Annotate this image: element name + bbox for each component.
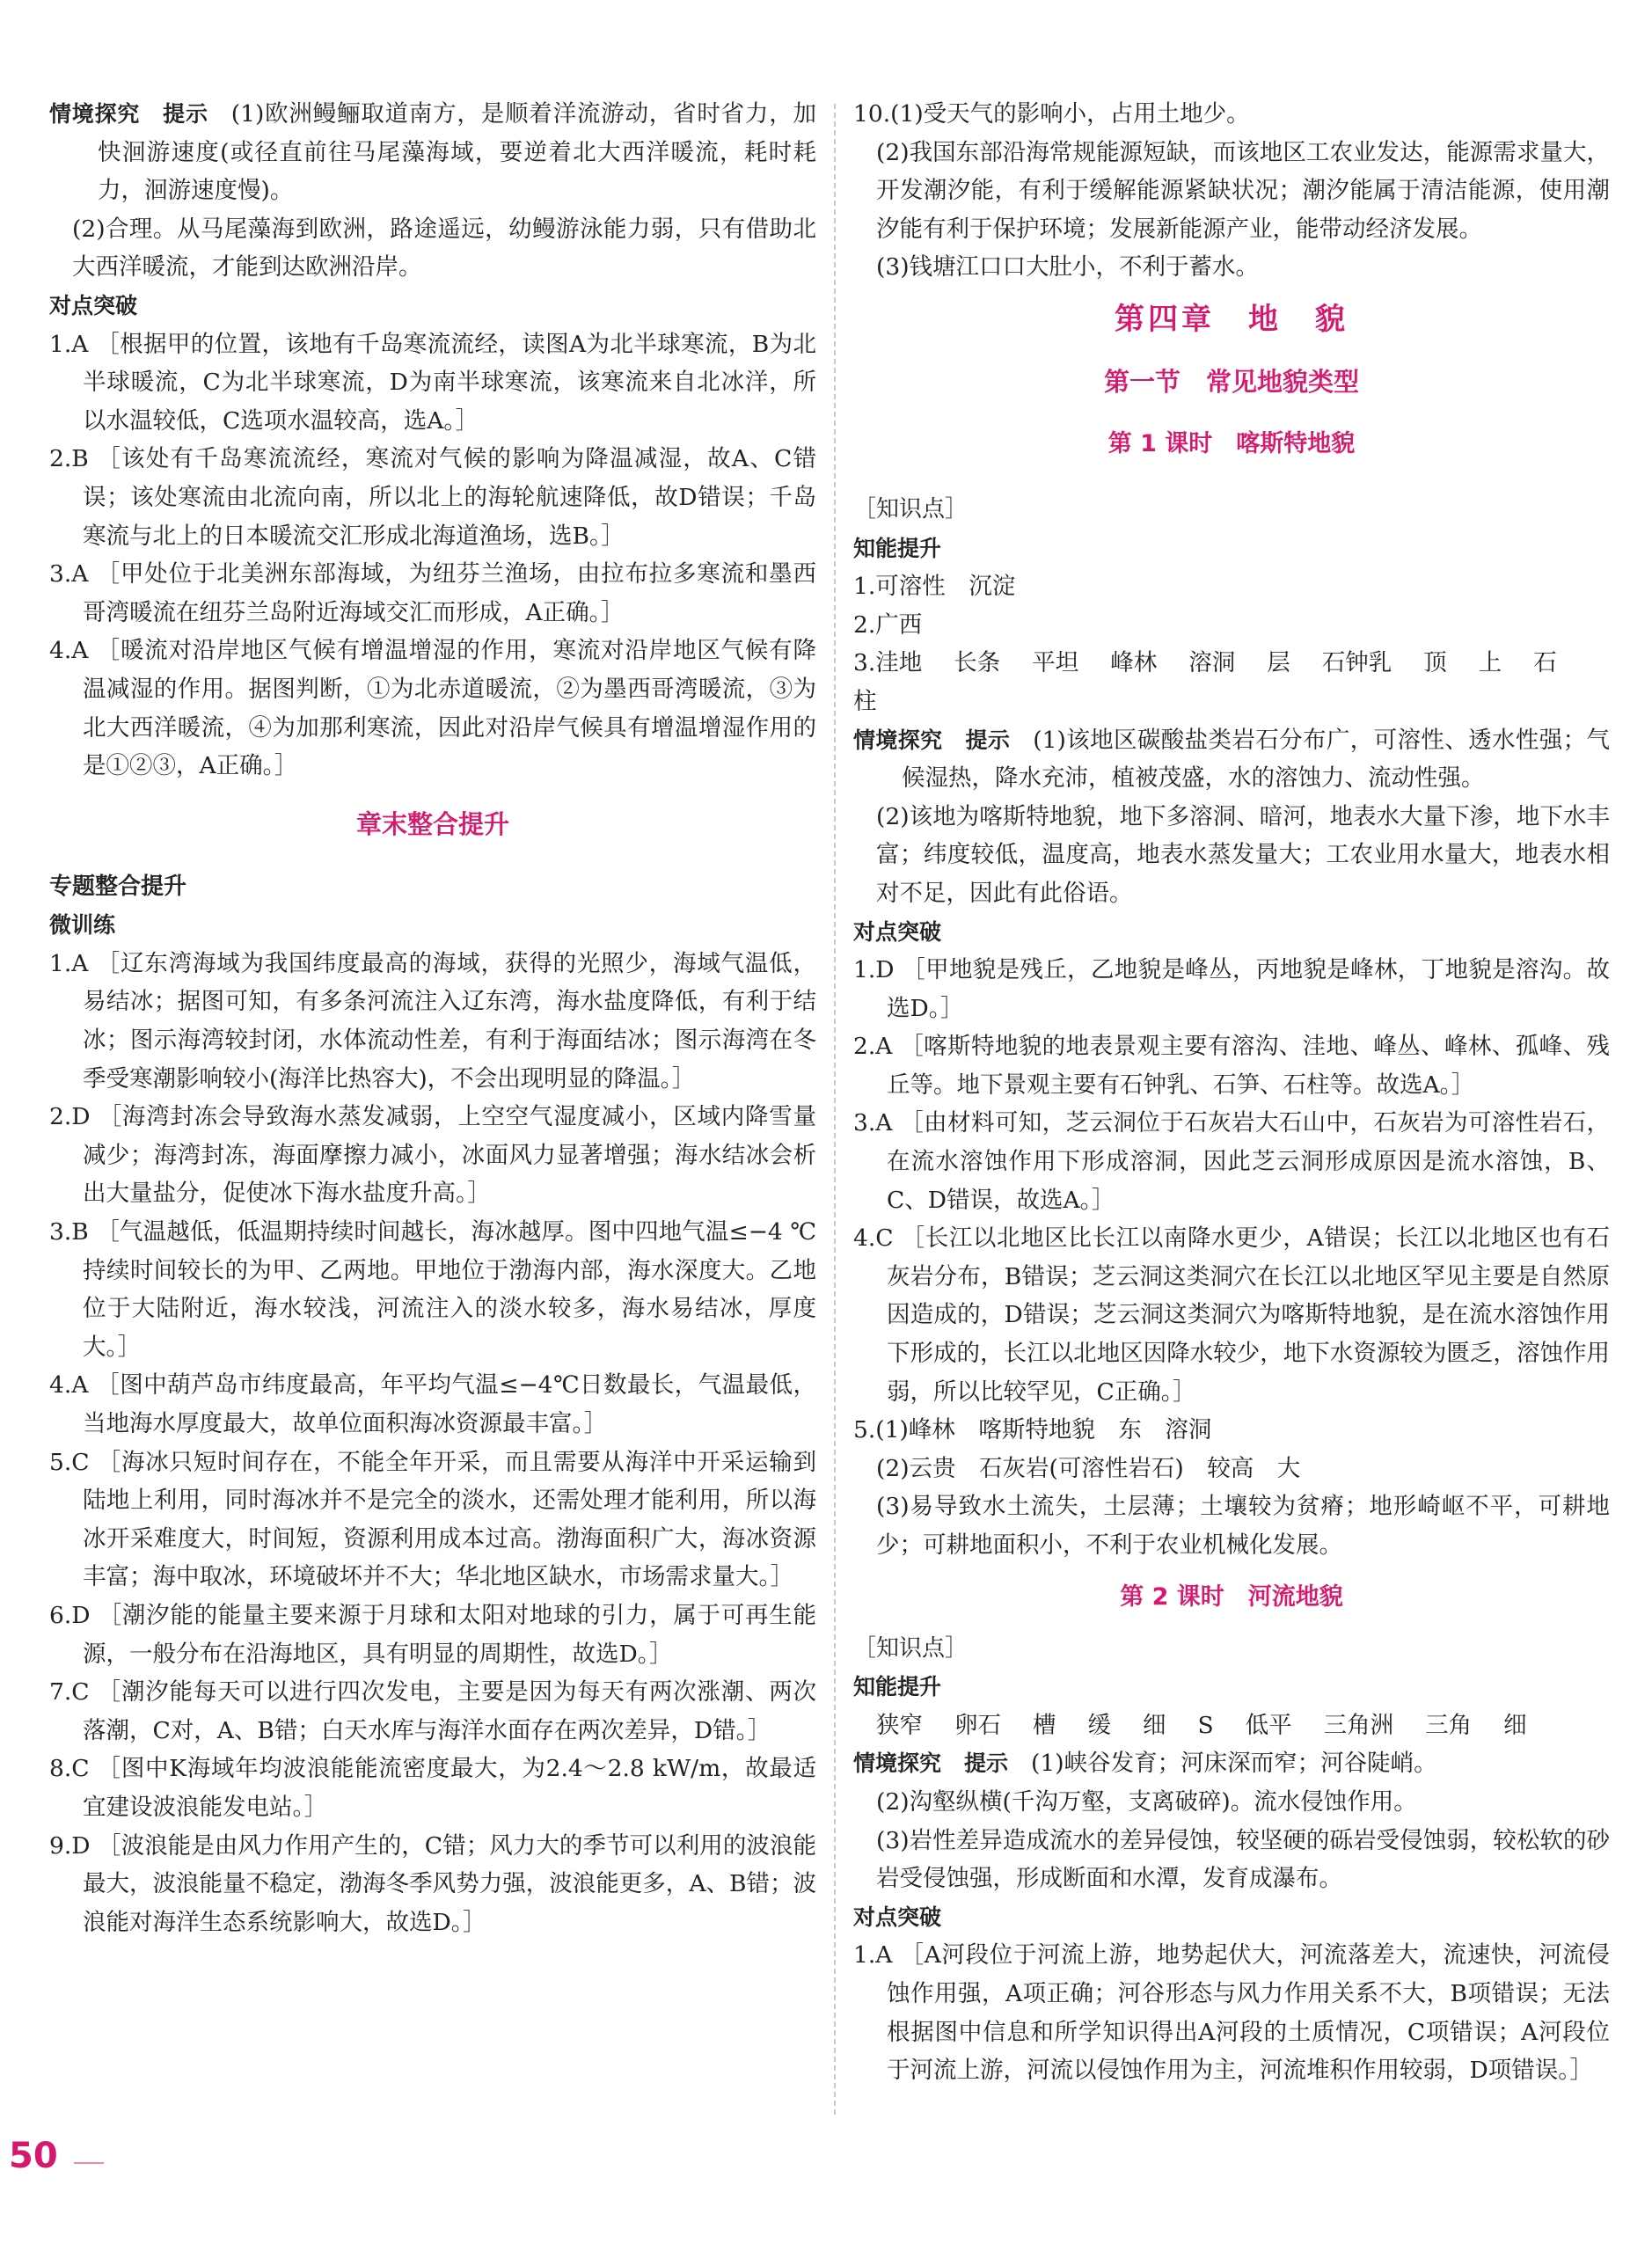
q10-answer-2: (2)我国东部沿海常规能源短缺，而该地区工农业发达，能源需求量大，开发潮汐能，有利于缓解能源紧缺状况；潮汐能属于清洁能源，使用潮汐能有利于保护环境；发展新能源产业，能带动经济发展。	[876, 138, 1610, 243]
keyword: 平坦	[1032, 649, 1079, 677]
micro-training-title: 微训练	[49, 912, 116, 939]
answer-item: 3.B ［气温越低，低温期持续时间越长，海冰越厚。图中四地气温≤−4 ℃持续时间较长的为甲、乙两地。甲地位于渤海内部，海水深度大。乙地位于大陆附近，海水较浅，河流注入的淡水较多，海水易结冰，厚度大。］	[49, 1218, 816, 1361]
keyword: 细	[1143, 1711, 1166, 1739]
context-answer-1: (1)欧洲鳗鲡取道南方，是顺着洋流游动，省时省力，加快洄游速度(或径直前往马尾藻海域，要逆着北大西洋暖流，耗时耗力，洄游速度慢)。	[98, 100, 816, 205]
keyword: 细	[1503, 1711, 1527, 1739]
answer-item: 4.C ［长江以北地区比长江以南降水更少，A错误；长江以北地区也有石灰岩分布，B错误；芝云洞这类洞穴在长江以北地区罕见主要是自然原因造成的，D错误；芝云洞这类洞穴为喀斯特地貌，是在流水溶蚀作用下形成的，长江以北地区因降水较少，地下水资源较为匮乏，溶蚀作用弱，所以比较罕见，C正确。］	[853, 1224, 1610, 1406]
skill-improve-title: 知能提升	[853, 1674, 942, 1700]
lesson1-knowledge-2: 2.广西	[853, 610, 923, 639]
keyword: 狭窄	[876, 1711, 923, 1739]
answer-item: 7.C ［潮汐能每天可以进行四次发电，主要是因为每天有两次涨潮、两次落潮，C对，A、B错；白天水库与海洋水面存在两次差异，D错。］	[49, 1678, 816, 1744]
keyword: 三角	[1425, 1711, 1473, 1739]
answer-item: 3.A ［由材料可知，芝云洞位于石灰岩大石山中，石灰岩为可溶性岩石，在流水溶蚀作用下形成溶洞，因此芝云洞形成原因是流水溶蚀，B、C、D错误，故选A。］	[853, 1109, 1610, 1214]
lesson2-knowledge	[853, 1707, 1610, 1745]
keyword: 上	[1478, 649, 1502, 677]
keyword: 3.洼地	[853, 649, 923, 677]
lesson1-q5-2: (2)云贵 石灰岩(可溶性岩石) 较高 大	[876, 1454, 1301, 1482]
knowledge-point-label: ［知识点］	[853, 495, 969, 523]
lesson1-knowledge-1: 1.可溶性 沉淀	[853, 573, 1016, 601]
keyword: 层	[1267, 649, 1290, 677]
hint-label: 提示	[964, 1750, 1009, 1777]
chapter-summary-title: 章末整合提升	[355, 808, 509, 839]
skill-improve-title: 知能提升	[853, 535, 942, 561]
keyword: 溶洞	[1188, 649, 1236, 677]
answer-item: 6.D ［潮汐能的能量主要来源于月球和太阳对地球的引力，属于可再生能源，一般分布在沿海地区，具有明显的周期性，故选D。］	[49, 1601, 816, 1668]
answer-item: 1.A ［根据甲的位置，该地有千岛寒流流经，读图A为北半球寒流，B为北半球暖流，C为北半球寒流，D为南半球寒流，该寒流来自北冰洋，所以水温较低，C选项水温较高，选A。］	[49, 330, 816, 435]
answer-item: 3.A ［甲处位于北美洲东部海域，为纽芬兰渔场，由拉布拉多寒流和墨西哥湾暖流在纽芬兰岛附近海域交汇而形成，A正确。］	[49, 560, 816, 626]
keyword: 缓	[1087, 1711, 1111, 1739]
lesson-1-title: 第 1 课时 喀斯特地貌	[1107, 429, 1356, 457]
targeted-practice-title: 对点突破	[853, 918, 942, 945]
lesson2-context-2: (2)沟壑纵横(千沟万壑，支离破碎)。流水侵蚀作用。	[876, 1787, 1417, 1816]
targeted-practice-title: 对点突破	[853, 1904, 942, 1930]
lesson1-q5-3: (3)易导致水土流失，土层薄；土壤较为贫瘠；地形崎岖不平，可耕地少；可耕地面积小，不利于农业机械化发展。	[876, 1493, 1610, 1559]
keyword: 石柱	[853, 649, 1557, 715]
context-explore-label: 情境探究	[853, 727, 943, 753]
context-explore-block	[49, 95, 816, 210]
lesson1-context-block	[853, 721, 1610, 798]
q10-answer-1: 10.(1)受天气的影响小，占用土地少。	[853, 100, 1250, 128]
keyword: 三角洲	[1323, 1711, 1394, 1739]
lesson2-context-1: (1)峡谷发育；河床深而窄；河谷陡峭。	[1031, 1750, 1437, 1778]
lesson1-context-2: (2)该地为喀斯特地貌，地下多溶洞、暗河，地表水大量下渗，地下水丰富；纬度较低，温度高，地表水蒸发量大；工农业用水量大，地表水相对不足，因此有此俗语。	[876, 802, 1610, 907]
column-divider	[834, 104, 836, 2115]
lesson-2-title: 第 2 课时 河流地貌	[1120, 1582, 1343, 1611]
answer-item: 1.A ［A河段位于河流上游，地势起伏大，河流落差大，流速快，河流侵蚀作用强，A项正确；河谷形态与风力作用关系不大，B项错误；无法根据图中信息和所学知识得出A河段的土质情况，C项错误；A河段位于河流上游，河流以侵蚀作用为主，河流堆积作用较弱，D项错误。］	[853, 1941, 1610, 2085]
answer-item: 4.A ［暖流对沿岸地区气候有增温增湿的作用，寒流对沿岸地区气候有降温减湿的作用。据图判断，①为北赤道暖流，②为墨西哥湾暖流，③为北大西洋暖流，④为加那利寒流，因此对沿岸气候具有增温增湿作用的是①②③，A正确。］	[49, 637, 816, 780]
lesson1-q5-1: 5.(1)峰林 喀斯特地貌 东 溶洞	[853, 1416, 1212, 1444]
context-explore-label: 情境探究	[853, 1750, 942, 1777]
hint-label: 提示	[163, 101, 208, 127]
keyword: 石钟乳	[1321, 649, 1393, 677]
keyword: 低平	[1245, 1711, 1292, 1739]
lesson1-knowledge-3	[853, 644, 1610, 720]
keyword: S	[1197, 1711, 1214, 1739]
answer-item: 1.A ［辽东湾海域为我国纬度最高的海域，获得的光照少，海域气温低，易结冰；据图可知，有多条河流注入辽东湾，海水盐度降低，有利于结冰；图示海湾较封闭，水体流动性差，有利于海面结冰；图示海湾在冬季受寒潮影响较小(海洋比热容大)，不会出现明显的降温。］	[49, 949, 816, 1093]
keyword: 峰林	[1110, 649, 1158, 677]
page-number: 50	[9, 2136, 58, 2176]
lesson2-context-3: (3)岩性差异造成流水的差异侵蚀，较坚硬的砾岩受侵蚀弱，较松软的砂岩受侵蚀强，形成断面和水潭，发育成瀑布。	[876, 1826, 1610, 1893]
knowledge-point-label: ［知识点］	[853, 1634, 969, 1662]
keyword: 槽	[1033, 1711, 1056, 1739]
answer-item: 9.D ［波浪能是由风力作用产生的，C错；风力大的季节可以利用的波浪能最大，波浪能量不稳定，渤海冬季风势力强，波浪能更多，A、B错；波浪能对海洋生态系统影响大，故选D。］	[49, 1831, 816, 1936]
keyword: 长条	[954, 649, 1001, 677]
answer-item: 1.D ［甲地貌是残丘，乙地貌是峰丛，丙地貌是峰林，丁地貌是溶沟。故选D。］	[853, 956, 1610, 1022]
lesson1-context-1: (1)该地区碳酸盐类岩石分布广，可溶性、透水性强；气候湿热，降水充沛，植被茂盛，水的溶蚀力、流动性强。	[902, 726, 1610, 793]
right-column	[853, 95, 1610, 2090]
lesson2-context-block	[853, 1744, 1610, 1783]
answer-item: 8.C ［图中K海域年均波浪能能流密度最大，为2.4～2.8 kW/m，故最适宜建设波浪能发电站。］	[49, 1755, 816, 1821]
chapter-title: 第四章 地 貌	[1115, 301, 1349, 337]
keyword: 顶	[1423, 649, 1447, 677]
context-explore-label: 情境探究	[49, 101, 141, 127]
hint-label: 提示	[965, 727, 1011, 753]
section-title: 第一节 常见地貌类型	[1103, 366, 1359, 397]
targeted-practice-title: 对点突破	[49, 292, 138, 318]
answer-item: 2.A ［喀斯特地貌的地表景观主要有溶沟、洼地、峰丛、峰林、孤峰、残丘等。地下景观主要有石钟乳、石笋、石柱等。故选A。］	[853, 1033, 1610, 1099]
answer-item: 2.D ［海湾封冻会导致海水蒸发减弱，上空空气湿度减小，区域内降雪量减少；海湾封冻，海面摩擦力减小，冰面风力显著增强；海水结冰会析出大量盐分，促使冰下海水盐度升高。］	[49, 1103, 816, 1208]
answer-item: 5.C ［海冰只短时间存在，不能全年开采，而且需要从海洋中开采运输到陆地上利用，同时海冰并不是完全的淡水，还需处理才能利用，所以海冰开采难度大，时间短，资源利用成本过高。渤海面积广大，海冰资源丰富；海中取冰，环境破坏并不大；华北地区缺水，市场需求量大。］	[49, 1448, 816, 1591]
keyword: 卵石	[954, 1711, 1001, 1739]
topic-integration-title: 专题整合提升	[49, 873, 187, 900]
answer-item: 2.B ［该处有千岛寒流流经，寒流对气候的影响为降温减湿，故A、C错误；该处寒流由北流向南，所以北上的海轮航速降低，故D错误；千岛寒流与北上的日本暖流交汇形成北海道渔场，选B。］	[49, 445, 816, 550]
q10-answer-3: (3)钱塘江口口大肚小，不利于蓄水。	[876, 253, 1260, 281]
answer-item: 4.A ［图中葫芦岛市纬度最高，年平均气温≤−4℃日数最长，气温最低，当地海水厚度最大，故单位面积海冰资源最丰富。］	[49, 1371, 816, 1437]
context-answer-2: (2)合理。从马尾藻海到欧洲，路途遥远，幼鳗游泳能力弱，只有借助北大西洋暖流，才能到达欧洲沿岸。	[72, 215, 816, 281]
page-number-rule	[74, 2162, 104, 2164]
left-column	[49, 95, 816, 1941]
